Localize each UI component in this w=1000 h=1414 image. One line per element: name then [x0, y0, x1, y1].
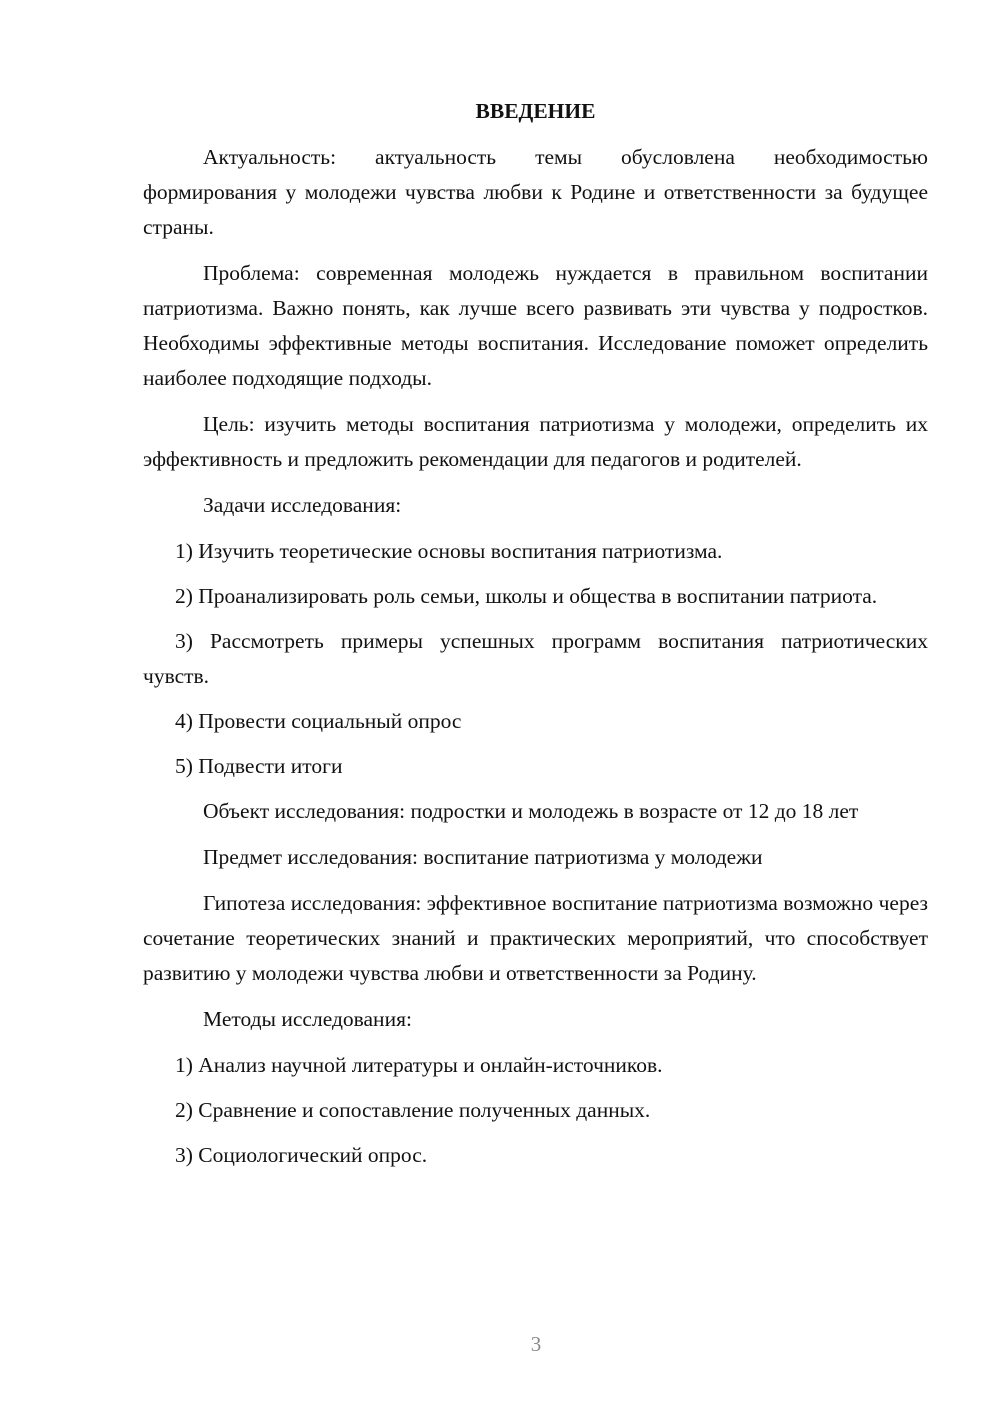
task-item-3: 3) Рассмотреть примеры успешных программ воспитания патриотических чувств.: [143, 629, 928, 688]
method-item-3: 3) Социологический опрос.: [175, 1143, 428, 1167]
section-title: ВВЕДЕНИЕ: [475, 99, 596, 123]
method-item-2: 2) Сравнение и сопоставление полученных данных.: [175, 1098, 651, 1122]
task-item-5: 5) Подвести итоги: [175, 754, 343, 778]
page-number: 3: [530, 1332, 542, 1356]
paragraph-problem: Проблема: современная молодежь нуждается в правильном воспитании патриотизма. Важно понять, как лучше всего развивать эти чувства у подростков. Необходимы эффективные методы воспитания. Исследование поможет определить наиболее подходящие подходы.: [143, 261, 928, 390]
method-item-1: 1) Анализ научной литературы и онлайн-источников.: [175, 1053, 663, 1077]
task-item-4: 4) Провести социальный опрос: [175, 709, 462, 733]
paragraph-subject: Предмет исследования: воспитание патриотизма у молодежи: [203, 845, 763, 869]
paragraph-tasks-heading: Задачи исследования:: [203, 493, 402, 517]
paragraph-object: Объект исследования: подростки и молодежь в возрасте от 12 до 18 лет: [203, 799, 859, 823]
task-item-2: 2) Проанализировать роль семьи, школы и общества в воспитании патриота.: [175, 584, 878, 608]
task-item-1: 1) Изучить теоретические основы воспитания патриотизма.: [175, 539, 723, 563]
paragraph-relevance: Актуальность: актуальность темы обусловлена необходимостью формирования у молодежи чувства любви к Родине и ответственности за будущее страны.: [143, 145, 928, 239]
document-body: [143, 94, 928, 1183]
paragraph-hypothesis: Гипотеза исследования: эффективное воспитание патриотизма возможно через сочетание теоретических знаний и практических мероприятий, что способствует развитию у молодежи чувства любви и ответственности за Родину.: [143, 891, 928, 985]
paragraph-goal: Цель: изучить методы воспитания патриотизма у молодежи, определить их эффективность и предложить рекомендации для педагогов и родителей.: [143, 412, 928, 471]
paragraph-methods-heading: Методы исследования:: [203, 1007, 412, 1031]
